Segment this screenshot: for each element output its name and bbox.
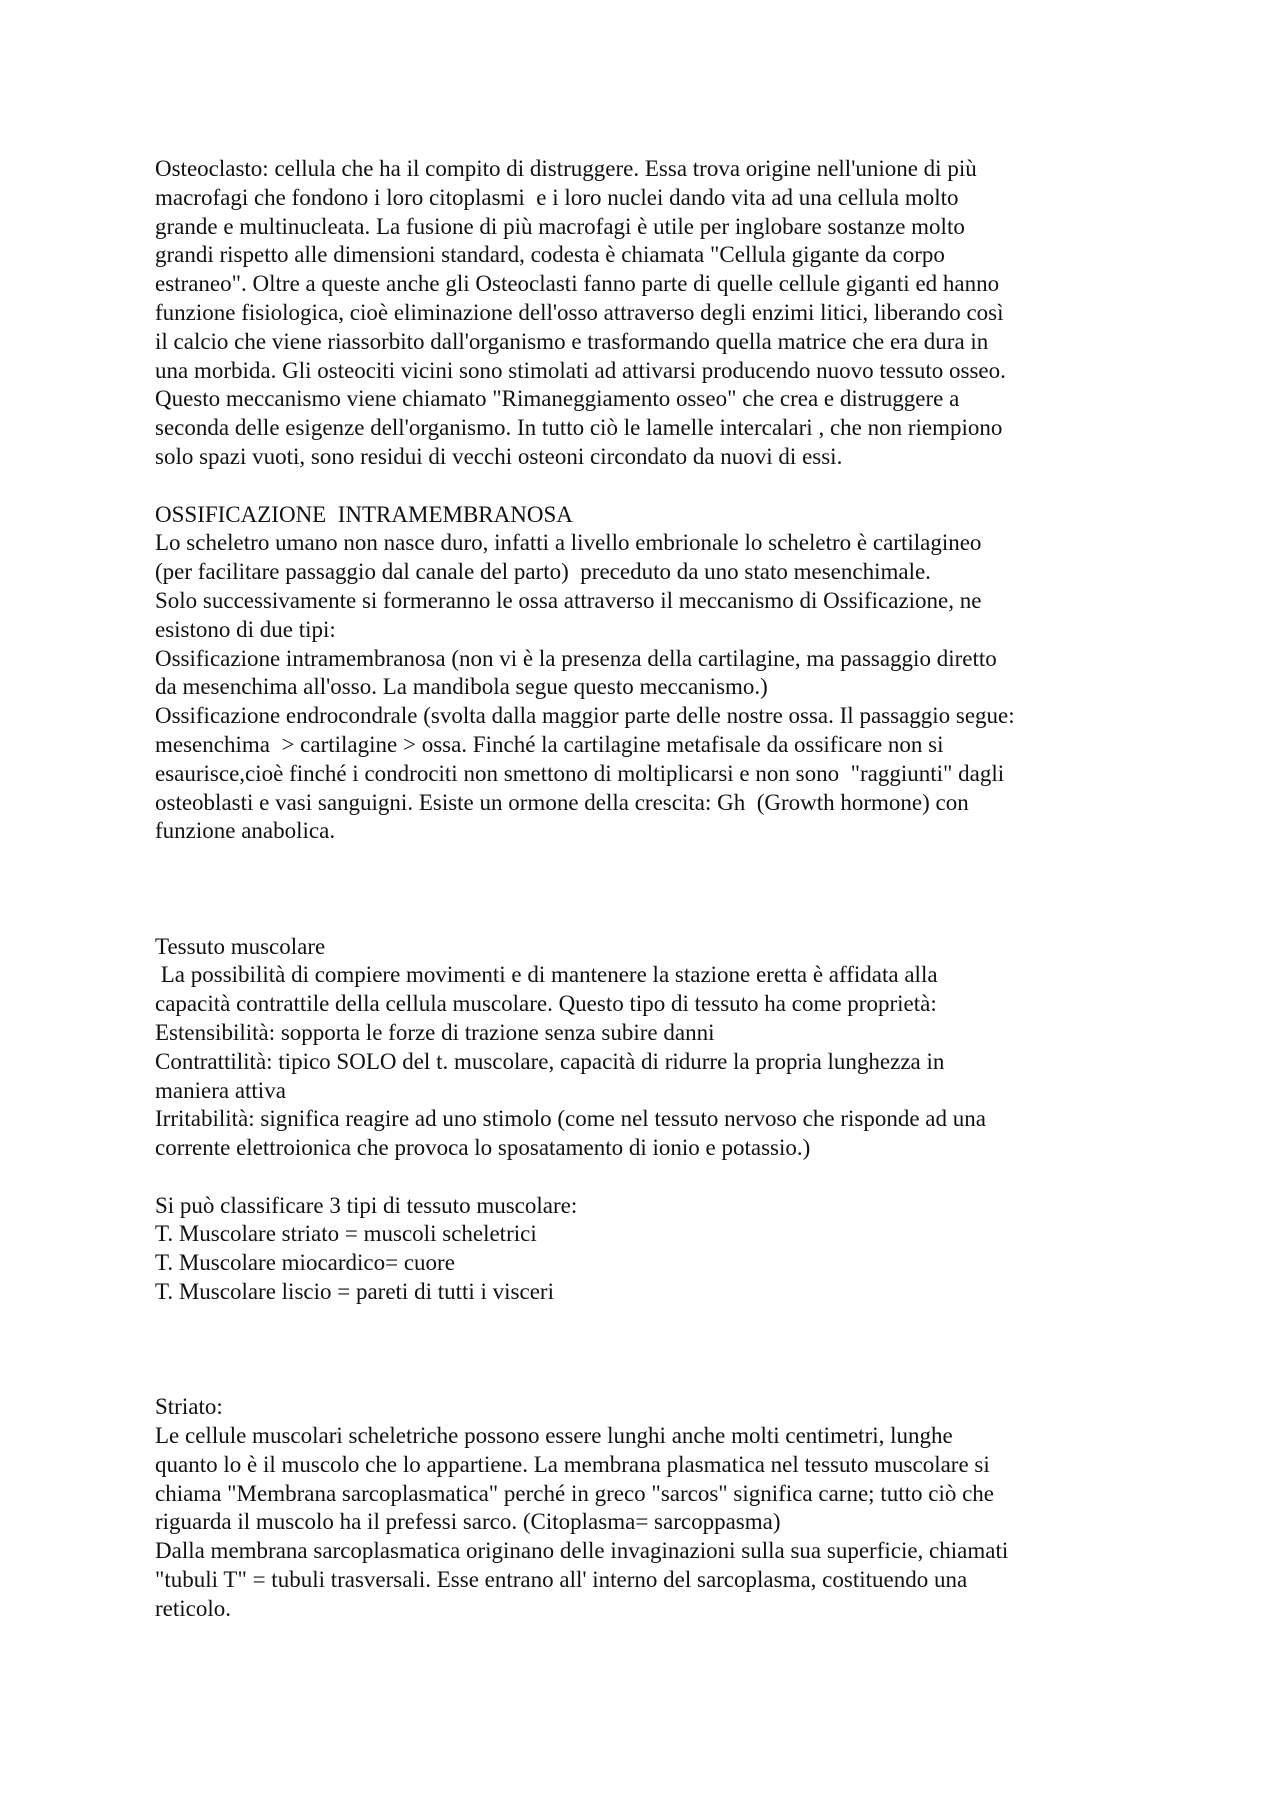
text-line: mesenchima > cartilagine > ossa. Finché la cartilagine metafisale da ossificare non si bbox=[155, 731, 944, 757]
text-line: Le cellule muscolari scheletriche possono essere lunghi anche molti centimetri, lunghe bbox=[155, 1423, 953, 1449]
text-line: grandi rispetto alle dimensioni standard, codesta è chiamata "Cellula gigante da corpo bbox=[155, 242, 945, 268]
document-body bbox=[155, 155, 1145, 1624]
text-line: grande e multinucleata. La fusione di più macrofagi è utile per inglobare sostanze molto bbox=[155, 213, 965, 239]
text-line: Questo meccanismo viene chiamato "Rimaneggiamento osseo" che crea e distruggere a bbox=[155, 386, 960, 412]
text-line: osteoblasti e vasi sanguigni. Esiste un ormone della crescita: Gh (Growth hormone) con bbox=[155, 789, 969, 815]
text-line: esistono di due tipi: bbox=[155, 616, 336, 642]
blank-line bbox=[155, 1307, 1145, 1336]
section-heading: OSSIFICAZIONE INTRAMEMBRANOSA bbox=[155, 501, 573, 527]
blank-line bbox=[155, 1336, 1145, 1365]
text-line: La possibilità di compiere movimenti e di mantenere la stazione eretta è affidata alla bbox=[155, 962, 938, 988]
text-line: il calcio che viene riassorbito dall'organismo e trasformando quella matrice che era dura in bbox=[155, 328, 989, 354]
list-item: T. Muscolare liscio = pareti di tutti i visceri bbox=[155, 1279, 554, 1305]
text-line: seconda delle esigenze dell'organismo. In tutto ciò le lamelle intercalari , che non riempiono bbox=[155, 415, 1003, 441]
blank-line bbox=[155, 846, 1145, 875]
text-line: corrente elettroionica che provoca lo sposatamento di ionio e potassio.) bbox=[155, 1135, 811, 1161]
text-line: quanto lo è il muscolo che lo appartiene. La membrana plasmatica nel tessuto muscolare si bbox=[155, 1451, 990, 1477]
blank-line bbox=[155, 904, 1145, 933]
text-line: maniera attiva bbox=[155, 1077, 286, 1103]
text-line: chiama "Membrana sarcoplasmatica" perché in greco "sarcos" significa carne; tutto ciò che bbox=[155, 1480, 994, 1506]
text-line: Solo successivamente si formeranno le ossa attraverso il meccanismo di Ossificazione, ne bbox=[155, 587, 982, 613]
section-striato bbox=[155, 1393, 1145, 1623]
text-line: capacità contrattile della cellula muscolare. Questo tipo di tessuto ha come proprietà: bbox=[155, 991, 937, 1017]
paragraph-osteoclasto bbox=[155, 155, 1145, 472]
text-line: una morbida. Gli osteociti vicini sono stimolati ad attivarsi producendo nuovo tessuto osseo. bbox=[155, 357, 1006, 383]
blank-line bbox=[155, 875, 1145, 904]
text-line: Si può classificare 3 tipi di tessuto muscolare: bbox=[155, 1192, 578, 1218]
text-line: Irritabilità: significa reagire ad uno stimolo (come nel tessuto nervoso che risponde ad una bbox=[155, 1106, 986, 1132]
text-line: Contrattilità: tipico SOLO del t. muscolare, capacità di ridurre la propria lunghezza in bbox=[155, 1048, 945, 1074]
text-line: solo spazi vuoti, sono residui di vecchi osteoni circondato da nuovi di essi. bbox=[155, 443, 843, 469]
text-line: Lo scheletro umano non nasce duro, infatti a livello embrionale lo scheletro è cartilagineo bbox=[155, 530, 982, 556]
text-line: estraneo". Oltre a queste anche gli Osteoclasti fanno parte di quelle cellule giganti ed hanno bbox=[155, 271, 1000, 297]
blank-line bbox=[155, 472, 1145, 501]
text-line: (per facilitare passaggio dal canale del parto) preceduto da uno stato mesenchimale. bbox=[155, 559, 931, 585]
section-ossificazione bbox=[155, 501, 1145, 847]
text-line: esaurisce,cioè finché i condrociti non smettono di moltiplicarsi e non sono "raggiunti" dagli bbox=[155, 760, 1005, 786]
text-line: "tubuli T" = tubuli trasversali. Esse entrano all' interno del sarcoplasma, costituendo una bbox=[155, 1567, 968, 1593]
text-line: da mesenchima all'osso. La mandibola segue questo meccanismo.) bbox=[155, 674, 768, 700]
blank-line bbox=[155, 1163, 1145, 1192]
text-line: Estensibilità: sopporta le forze di trazione senza subire danni bbox=[155, 1019, 715, 1045]
list-item: T. Muscolare striato = muscoli scheletrici bbox=[155, 1221, 537, 1247]
text-line: riguarda il muscolo ha il prefessi sarco. (Citoplasma= sarcoppasma) bbox=[155, 1509, 781, 1535]
list-classificazione bbox=[155, 1192, 1145, 1307]
text-line: Ossificazione endrocondrale (svolta dalla maggior parte delle nostre ossa. Il passaggio segue: bbox=[155, 703, 1015, 729]
text-line: macrofagi che fondono i loro citoplasmi e i loro nuclei dando vita ad una cellula molto bbox=[155, 184, 959, 210]
text-line: Dalla membrana sarcoplasmatica originano delle invaginazioni sulla sua superficie, chiamati bbox=[155, 1538, 1009, 1564]
text-line: Ossificazione intramembranosa (non vi è la presenza della cartilagine, ma passaggio diretto bbox=[155, 645, 997, 671]
blank-line bbox=[155, 1364, 1145, 1393]
text-line: funzione anabolica. bbox=[155, 818, 336, 844]
section-heading: Striato: bbox=[155, 1394, 223, 1420]
section-heading: Tessuto muscolare bbox=[155, 933, 326, 959]
text-line: funzione fisiologica, cioè eliminazione dell'osso attraverso degli enzimi litici, liberando così bbox=[155, 299, 1004, 325]
text-line: Osteoclasto: cellula che ha il compito di distruggere. Essa trova origine nell'unione di più bbox=[155, 156, 977, 181]
section-tessuto-muscolare bbox=[155, 933, 1145, 1163]
text-line: reticolo. bbox=[155, 1595, 231, 1621]
list-item: T. Muscolare miocardico= cuore bbox=[155, 1250, 455, 1276]
